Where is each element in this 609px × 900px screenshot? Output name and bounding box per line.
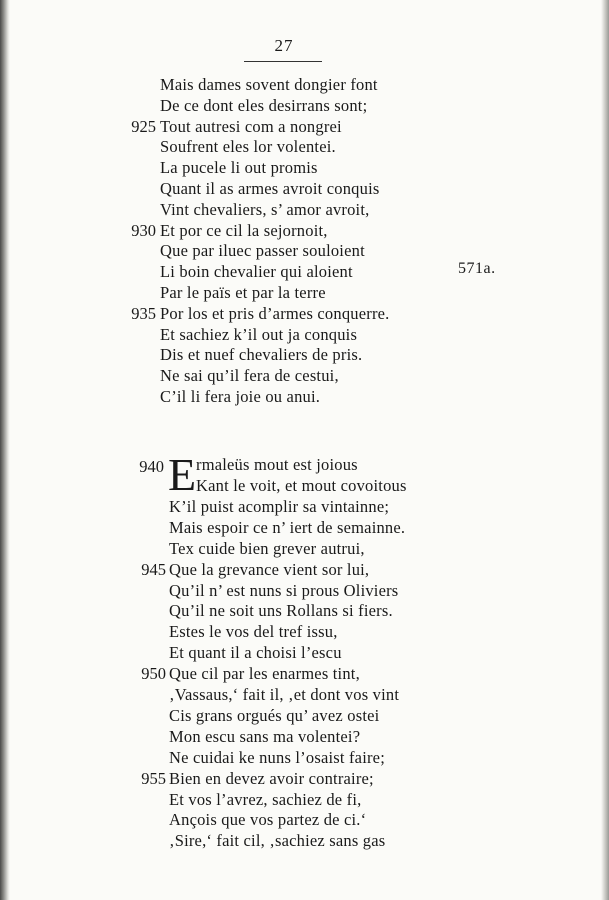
margin-folio-note: 571a. [458, 260, 496, 277]
verse-line: Qu’il ne soit uns Rollans si fiers. [169, 601, 393, 621]
verse-line: De ce dont eles desirrans sont; [160, 95, 368, 115]
verse-line: Qu’il n’ est nuns si prous Oliviers [169, 580, 399, 600]
line-number: 935 [131, 303, 156, 323]
verse-line: Kant le voit, et mout covoitous [196, 476, 407, 495]
line-number: 925 [131, 116, 156, 136]
verse-line: Tex cuide bien grever autrui, [169, 538, 365, 558]
verse-line: Que cil par les enarmes tint, [169, 664, 360, 684]
verse-line: Cis grans orgués qu’ avez ostei [169, 705, 380, 725]
verse-line: ‚Sire,‘ fait cil, ‚sachiez sans gas [169, 831, 386, 851]
verse-line: K’il puist acomplir sa vintainne; [169, 496, 390, 516]
page-number: 27 [274, 36, 294, 55]
verse-line: Por los et pris d’armes conquerre. [160, 303, 390, 323]
verse-line: Mon escu sans ma volentei? [169, 726, 361, 746]
verse-line-first: rmaleüs mout est joious [196, 455, 358, 474]
line-number: 940 [139, 457, 164, 476]
verse-line: Ne cuidai ke nuns l’osaist faire; [169, 747, 385, 767]
verse-line: Par le païs et par la terre [160, 283, 326, 302]
verse-line: Mais espoir ce n’ iert de semainne. [169, 517, 406, 537]
line-number: 930 [131, 220, 156, 240]
drop-cap-initial: E [168, 449, 197, 500]
page-binding-shadow [0, 0, 10, 900]
verse-line: Et por ce cil la sejornoit, [160, 220, 328, 240]
verse-line: Et quant il a choisi l’escu [169, 643, 342, 663]
verse-line: Quant il as armes avroit conquis [160, 179, 380, 198]
verse-line: Et vos l’avrez, sachiez de fi, [169, 789, 362, 809]
verse-line: Tout autresi com a nongrei [160, 116, 342, 136]
page-edge-shadow [601, 0, 609, 900]
verse-line: Li boin chevalier qui aloient [160, 262, 353, 282]
page-number-rule [244, 61, 322, 62]
verse-line: Ne sai qu’il fera de cestui, [160, 366, 339, 386]
line-number: 955 [141, 768, 166, 788]
verse-line: Et sachiez k’il out ja conquis [160, 324, 358, 344]
verse-line: Soufrent eles lor volentei. [160, 137, 336, 157]
verse-line: La pucele li out promis [160, 158, 318, 178]
line-number: 950 [141, 664, 166, 684]
verse-line: Ançois que vos partez de ci.‘ [169, 810, 367, 830]
verse-line: Que par iluec passer souloient [160, 241, 365, 261]
verse-line: Bien en devez avoir contraire; [169, 768, 374, 788]
verse-line: Mais dames sovent dongier font [160, 75, 378, 94]
verse-line: Dis et nuef chevaliers de pris. [160, 345, 363, 365]
verse-line: Que la grevance vient sor lui, [169, 559, 370, 579]
verse-line: Estes le vos del tref issu, [169, 622, 338, 642]
verse-line: C’il li fera joie ou anui. [160, 387, 321, 406]
verse-line: ‚Vassaus,‘ fait il, ‚et dont vos vint [169, 685, 400, 704]
verse-line: Vint chevaliers, s’ amor avroit, [160, 199, 370, 219]
line-number: 945 [141, 559, 166, 579]
